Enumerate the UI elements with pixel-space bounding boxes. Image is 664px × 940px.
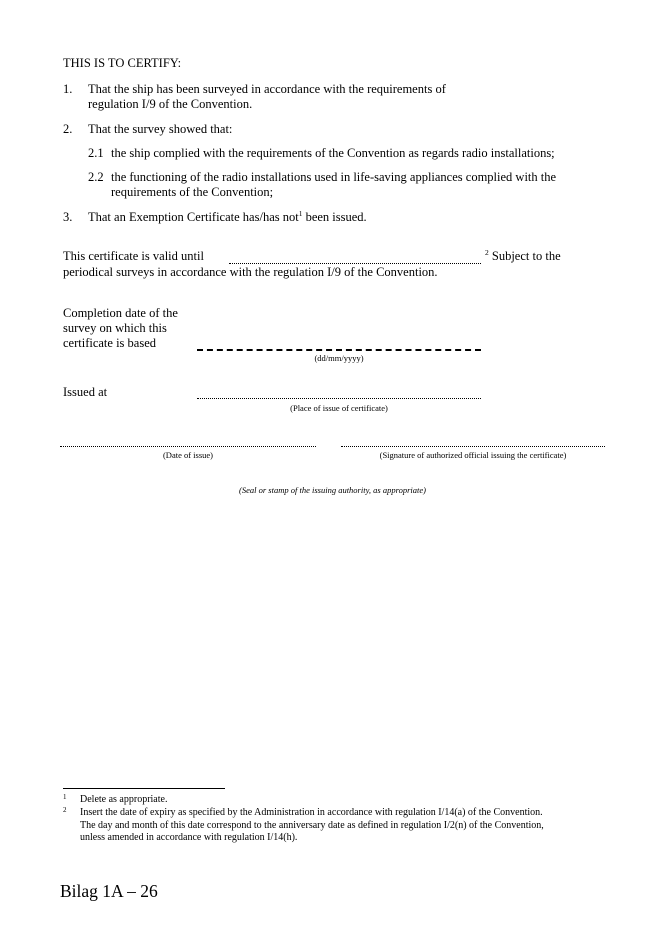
item-1-line-2: regulation I/9 of the Convention. — [88, 97, 253, 111]
issued-at-label: Issued at — [63, 385, 108, 399]
footnote-1-text: Delete as appropriate. — [80, 794, 168, 805]
completion-label-line-1: Completion date of the — [63, 306, 178, 320]
subitem-2-2-line-2: requirements of the Convention; — [111, 185, 274, 199]
subitem-2-1-number: 2.1 — [88, 146, 104, 160]
item-1-line-1: That the ship has been surveyed in accordance with the requirements of — [88, 82, 446, 96]
date-of-issue-field-line[interactable] — [60, 446, 316, 447]
valid-until-field-line[interactable] — [229, 263, 481, 264]
footnote-2-line-1: Insert the date of expiry as specified by the Administration in accordance with regulation I/14(a) of the Convention. — [80, 807, 543, 818]
item-2-text: That the survey showed that: — [88, 122, 233, 136]
page-label: Bilag 1A – 26 — [60, 881, 158, 901]
item-3-text: That an Exemption Certificate has/has not$^1$ been issued. — [88, 208, 367, 224]
footnote-2-line-2: The day and month of this date correspond to the anniversary date as defined in regulation I/2(n) of the Convention, — [80, 819, 544, 831]
footnote-2-mark: 2 — [63, 806, 67, 814]
item-2-number: 2. — [63, 122, 73, 136]
footnote-ref-1: 1 — [298, 208, 303, 218]
issued-at-caption: (Place of issue of certificate) — [290, 403, 388, 413]
completion-date-caption: (dd/mm/yyyy) — [314, 353, 364, 363]
completion-date-field-line[interactable] — [197, 349, 481, 351]
footnote-2-line-3: unless amended in accordance with regulation I/14(h). — [80, 832, 298, 843]
footnote-ref-2: 2 — [485, 247, 489, 257]
seal-caption: (Seal or stamp of the issuing authority, as appropriate) — [239, 485, 426, 495]
item-1-number: 1. — [63, 82, 73, 96]
footnote-1-mark: 1 — [63, 793, 67, 801]
date-of-issue-caption: (Date of issue) — [162, 450, 214, 460]
certify-heading: THIS IS TO CERTIFY: — [63, 56, 182, 70]
footnote-1 — [63, 794, 608, 807]
valid-until-label: This certificate is valid until — [63, 249, 204, 263]
subitem-2-1-text: the ship complied with the requirements of the Convention as regards radio installations; — [111, 146, 555, 160]
subitem-2-2-line-1: the functioning of the radio installations used in life-saving appliances complied with the — [111, 170, 557, 184]
completion-label-line-3: certificate is based — [63, 336, 157, 350]
item-3-number: 3. — [63, 210, 73, 224]
completion-label-line-2: survey on which this — [63, 321, 167, 335]
signature-caption: (Signature of authorized official issuing the certificate) — [379, 450, 567, 460]
valid-until-after: $^2$ Subject to the — [485, 247, 561, 263]
signature-field-line[interactable] — [341, 446, 605, 447]
subitem-2-2-number: 2.2 — [88, 170, 104, 184]
footnote-2 — [63, 807, 608, 845]
footnote-separator — [63, 788, 225, 789]
issued-at-field-line[interactable] — [197, 398, 481, 399]
valid-until-line-2: periodical surveys in accordance with the regulation I/9 of the Convention. — [63, 265, 438, 279]
